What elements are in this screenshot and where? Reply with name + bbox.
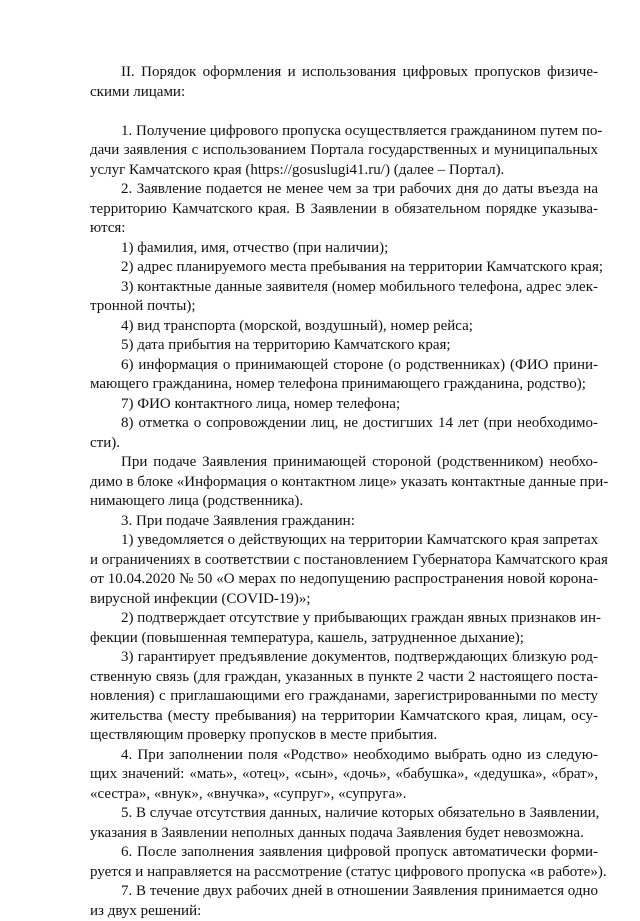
- text-line: тронной почты);: [90, 297, 598, 317]
- text-line: 1. Получение цифрового пропуска осуществляется гражданином путем по-: [90, 122, 598, 142]
- text-line: При подаче Заявления принимающей стороной (родственником) необхо-: [90, 453, 598, 473]
- text-line: ются:: [90, 219, 598, 239]
- text-line: 8) отметка о сопровождении лиц, не достигших 14 лет (при необходимо-: [90, 414, 598, 434]
- text-line: из двух решений:: [90, 902, 598, 921]
- text-line: вирусной инфекции (COVID-19)»;: [90, 590, 598, 610]
- text-line: ществляющим проверку пропусков в месте прибытия.: [90, 726, 598, 746]
- paragraph-gap: [90, 102, 598, 122]
- text-line: 6. После заполнения заявления цифровой пропуск автоматически форми-: [90, 843, 598, 863]
- text-line: 5. В случае отсутствия данных, наличие которых обязательно в Заявлении,: [90, 804, 598, 824]
- text-line: II. Порядок оформления и использования цифровых пропусков физиче-: [90, 63, 598, 83]
- text-line: жительства (месту пребывания) на территории Камчатского края, лицам, осу-: [90, 707, 598, 727]
- document-body: [90, 63, 598, 921]
- text-line: мающего гражданина, номер телефона принимающего гражданина, родство);: [90, 375, 598, 395]
- text-line: услуг Камчатского края (https://gosuslugi41.ru/) (далее – Портал).: [90, 161, 598, 181]
- text-line: 4. При заполнении поля «Родство» необходимо выбрать одно из следую-: [90, 746, 598, 766]
- text-line: димо в блоке «Информация о контактном лице» указать контактные данные при-: [90, 473, 598, 493]
- text-line: щих значений: «мать», «отец», «сын», «дочь», «бабушка», «дедушка», «брат»,: [90, 765, 598, 785]
- text-line: дачи заявления с использованием Портала государственных и муниципальных: [90, 141, 598, 161]
- text-line: «сестра», «внук», «внучка», «супруг», «супруга».: [90, 785, 598, 805]
- text-line: указания в Заявлении неполных данных подача Заявления будет невозможна.: [90, 824, 598, 844]
- text-line: 2) подтверждает отсутствие у прибывающих граждан явных признаков ин-: [90, 609, 598, 629]
- text-line: от 10.04.2020 № 50 «О мерах по недопущению распространения новой корона-: [90, 570, 598, 590]
- text-line: 7. В течение двух рабочих дней в отношении Заявления принимается одно: [90, 882, 598, 902]
- text-line: 3) контактные данные заявителя (номер мобильного телефона, адрес элек-: [90, 278, 598, 298]
- text-line: 2. Заявление подается не менее чем за три рабочих дня до даты въезда на: [90, 180, 598, 200]
- text-line: 4) вид транспорта (морской, воздушный), номер рейса;: [90, 317, 598, 337]
- text-line: нимающего лица (родственника).: [90, 492, 598, 512]
- text-line: 6) информация о принимающей стороне (о родственниках) (ФИО прини-: [90, 356, 598, 376]
- text-line: ственную связь (для граждан, указанных в пункте 2 части 2 настоящего поста-: [90, 668, 598, 688]
- text-line: руется и направляется на рассмотрение (статус цифрового пропуска «в работе»).: [90, 863, 598, 883]
- text-line: 1) уведомляется о действующих на территории Камчатского края запретах: [90, 531, 598, 551]
- text-line: сти).: [90, 434, 598, 454]
- text-line: 3) гарантирует предъявление документов, подтверждающих близкую род-: [90, 648, 598, 668]
- text-line: 5) дата прибытия на территорию Камчатского края;: [90, 336, 598, 356]
- text-line: 1) фамилия, имя, отчество (при наличии);: [90, 239, 598, 259]
- text-line: новления) с приглашающими его гражданами, зарегистрированными по месту: [90, 687, 598, 707]
- text-line: и ограничениях в соответствии с постановлением Губернатора Камчатского края: [90, 551, 598, 571]
- text-line: фекции (повышенная температура, кашель, затрудненное дыхание);: [90, 629, 598, 649]
- text-line: территорию Камчатского края. В Заявлении в обязательном порядке указыва-: [90, 200, 598, 220]
- text-line: скими лицами:: [90, 83, 598, 103]
- text-line: 2) адрес планируемого места пребывания на территории Камчатского края;: [90, 258, 598, 278]
- text-line: 7) ФИО контактного лица, номер телефона;: [90, 395, 598, 415]
- text-line: 3. При подаче Заявления гражданин:: [90, 512, 598, 532]
